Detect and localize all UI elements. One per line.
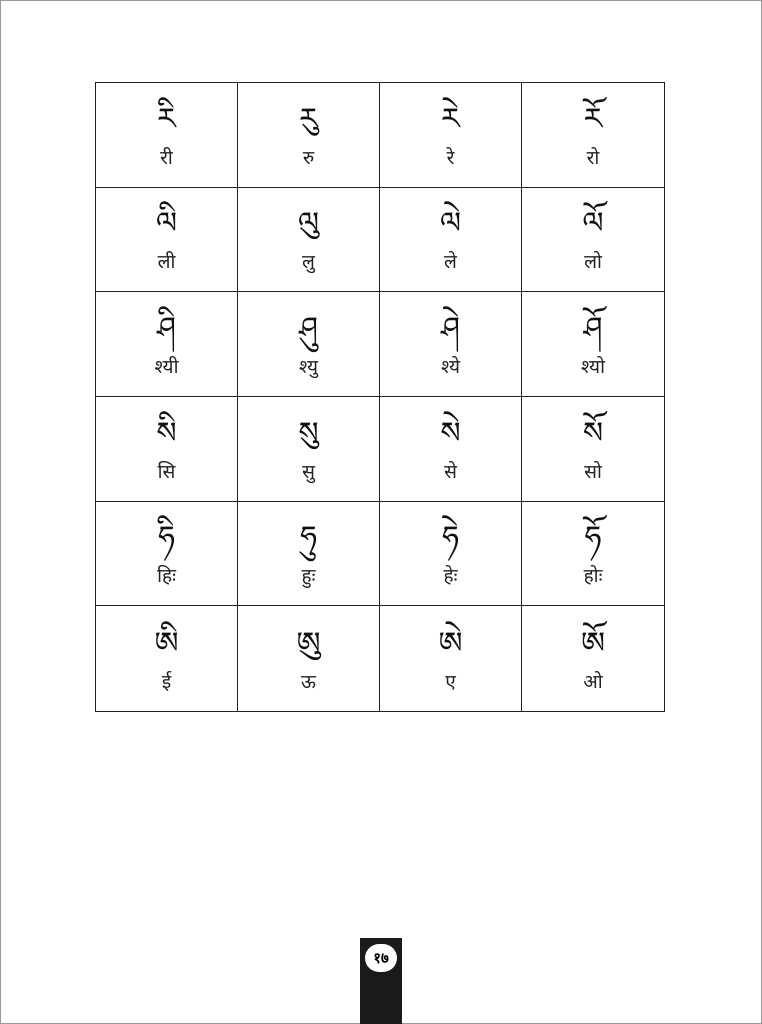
table-cell (96, 397, 238, 502)
table-cell (522, 397, 664, 502)
devanagari-syllable: श्ये (440, 356, 461, 379)
table-cell (522, 292, 664, 397)
devanagari-syllable: होः (583, 565, 603, 588)
devanagari-syllable: लु (302, 251, 315, 274)
devanagari-syllable: ली (157, 251, 176, 274)
tibetan-syllable: ཤོ (583, 311, 603, 347)
table-cell (522, 606, 664, 711)
tibetan-syllable: ལི (155, 206, 178, 242)
tibetan-syllable: ཤུ (299, 311, 318, 347)
table-cell (238, 606, 380, 711)
devanagari-syllable: ई (161, 670, 172, 693)
syllable-table (95, 82, 665, 712)
devanagari-syllable: सो (584, 460, 602, 483)
table-cell (238, 83, 380, 188)
table-cell (522, 83, 664, 188)
tibetan-syllable: སུ (298, 415, 319, 451)
devanagari-syllable: रु (302, 146, 315, 169)
tibetan-syllable: ཨོ (580, 625, 606, 661)
tibetan-syllable: ཨེ (438, 625, 463, 661)
tibetan-syllable: ཧེ (442, 520, 459, 556)
devanagari-syllable: श्यी (154, 356, 179, 379)
tibetan-syllable: རེ (441, 101, 460, 137)
tibetan-syllable: རི (157, 101, 176, 137)
table-cell (380, 83, 522, 188)
tibetan-syllable: ལེ (439, 206, 462, 242)
devanagari-syllable: लो (584, 251, 602, 274)
devanagari-syllable: ओ (583, 670, 603, 693)
devanagari-syllable: सि (157, 460, 176, 483)
table-cell (96, 188, 238, 293)
tibetan-syllable: ལུ (297, 206, 320, 242)
table-cell (380, 397, 522, 502)
tibetan-syllable: སོ (582, 415, 604, 451)
devanagari-syllable: हेः (443, 565, 458, 588)
page-number: १७ (365, 944, 397, 972)
devanagari-syllable: ए (445, 670, 456, 693)
table-cell (96, 502, 238, 607)
devanagari-syllable: सु (302, 460, 315, 483)
table-cell (238, 292, 380, 397)
devanagari-syllable: श्यु (298, 356, 319, 379)
table-cell (522, 188, 664, 293)
table-cell (238, 397, 380, 502)
devanagari-syllable: ले (444, 251, 457, 274)
tibetan-syllable: ཧོ (584, 520, 602, 556)
devanagari-syllable: श्यो (580, 356, 606, 379)
tibetan-syllable: སེ (440, 415, 461, 451)
table-cell (380, 292, 522, 397)
table-cell (238, 502, 380, 607)
devanagari-syllable: रो (586, 146, 600, 169)
devanagari-syllable: रे (446, 146, 455, 169)
table-cell (380, 606, 522, 711)
table-cell (96, 83, 238, 188)
table-cell (380, 502, 522, 607)
devanagari-syllable: हुः (301, 565, 316, 588)
table-cell (238, 188, 380, 293)
devanagari-syllable: हिः (157, 565, 176, 588)
devanagari-syllable: ऊ (301, 670, 316, 693)
tibetan-syllable: ཧི (158, 520, 175, 556)
table-cell (96, 292, 238, 397)
table-cell (96, 606, 238, 711)
tibetan-syllable: རུ (299, 101, 318, 137)
tibetan-syllable: ཤེ (441, 311, 460, 347)
tibetan-syllable: ལོ (582, 206, 604, 242)
devanagari-syllable: री (160, 146, 173, 169)
tibetan-syllable: རོ (583, 101, 603, 137)
table-cell (522, 502, 664, 607)
table-cell (380, 188, 522, 293)
tibetan-syllable: ཨི (154, 625, 179, 661)
tibetan-syllable: ཨུ (296, 625, 321, 661)
devanagari-syllable: से (444, 460, 457, 483)
tibetan-syllable: སི (156, 415, 177, 451)
tibetan-syllable: ཤི (157, 311, 176, 347)
tibetan-syllable: ཧུ (300, 520, 317, 556)
